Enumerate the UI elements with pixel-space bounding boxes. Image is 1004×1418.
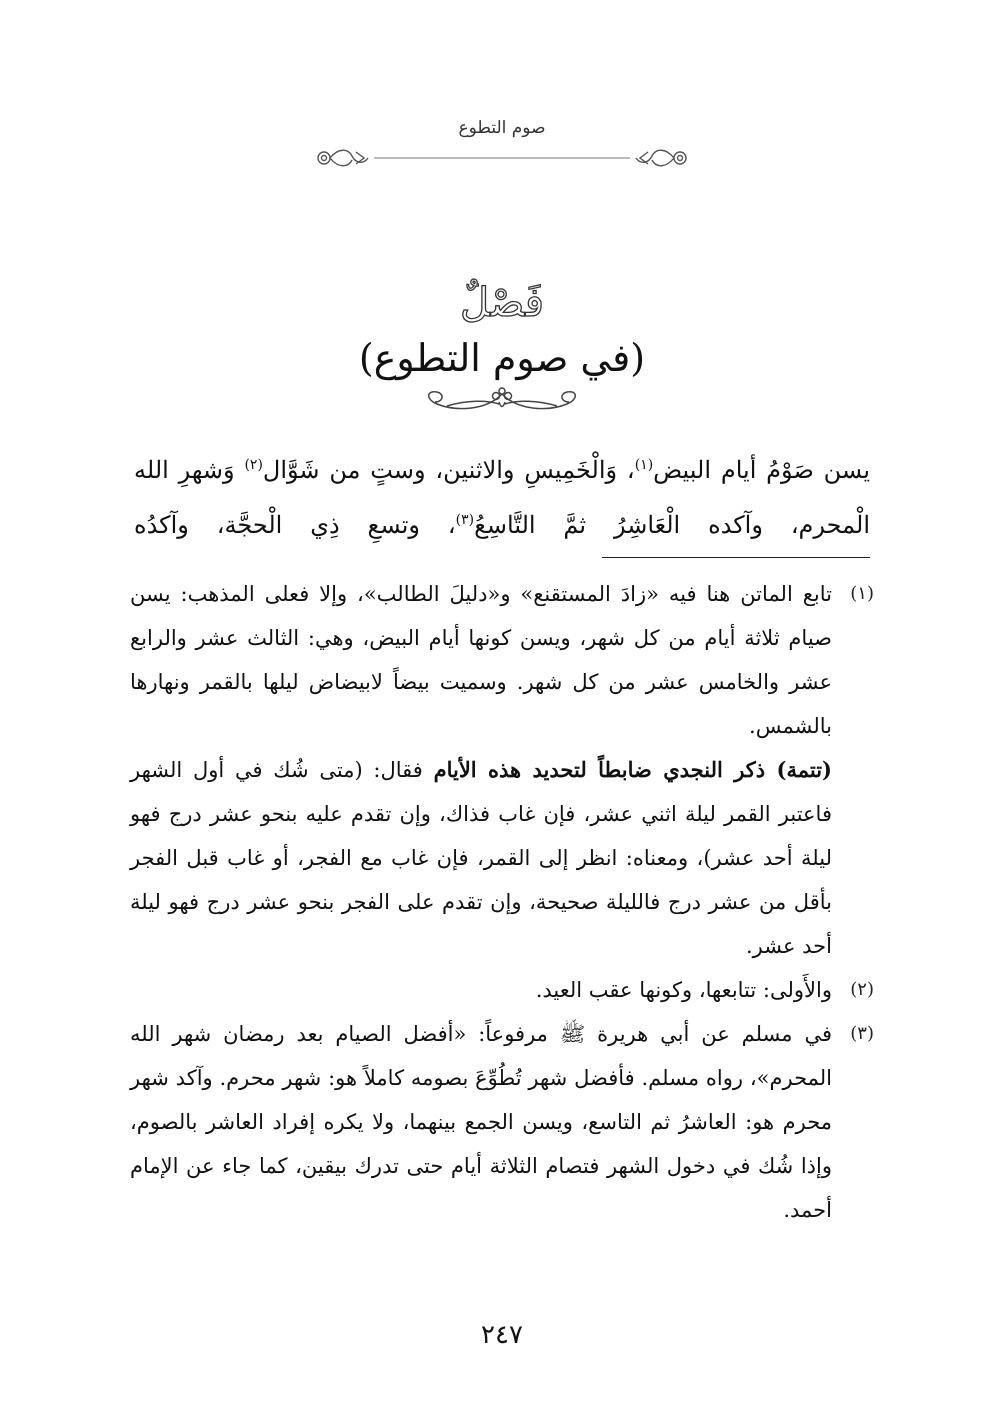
footnote-number: (١): [850, 583, 874, 604]
footnote-tatimma: [130, 748, 832, 968]
footnote-2: [130, 968, 874, 1012]
footnote-number: (٣): [850, 1023, 874, 1044]
footnote-text: في مسلم عن أبي هريرة ﷺ مرفوعاً: «أفضل الصيام بعد رمضان شهر الله المحرم»، رواه مسلم. فأفضل شهر تُطُوِّعَ بصومه كاملاً هو: شهر محرم. وآكد شهر محرم هو: العاشرُ ثم التاسع، ويسن الجمع بينهما، ولا يكره إفراد العاشر بالصوم، وإذا شُك في دخول الشهر فتصام الثلاثة أيام حتى تدرك بيقين، كما جاء عن الإمام أحمد.: [130, 1022, 832, 1222]
running-header: [0, 118, 1004, 138]
page-number: ٢٤٧: [481, 1320, 523, 1350]
main-text-part: وَشهرِ الله الْمحرم، وآكده الْعَاشِرُ ثمَّ التَّاسِعُ: [134, 456, 871, 539]
footnote-ref-3[interactable]: (٣): [455, 512, 475, 528]
running-title: صوم التطوع: [458, 118, 546, 138]
footnote-separator: [602, 557, 870, 558]
tatimma-text: فقال: (متى شُك في أول الشهر فاعتبر القمر ليلة اثني عشر، فإن غاب فذاك، وإن تقدم عليه بنحو عشر درج فهو ليلة أحد عشر)، ومعناه: انظر إلى القمر، فإن غاب مع الفجر، أو غاب قبل الفجر بأقل من عشر درج فالليلة صحيحة، وإن تقدم على الفجر بنحو عشر درج فهو ليلة أحد عشر.: [130, 758, 832, 958]
footnote-1: [130, 572, 874, 968]
footnote-text: والأَولى: تتابعها، وكونها عقب العيد.: [535, 978, 832, 1002]
header-ornament-rule-icon: [312, 148, 692, 168]
footnotes: [130, 572, 874, 1232]
chapter-ornament-icon: [417, 386, 587, 414]
footnote-number: (٢): [850, 979, 874, 1000]
footnote-text: تابع الماتن هنا فيه «زادَ المستقنع» و«دليلَ الطالب»، وإلا فعلى المذهب: يسن صيام ثلاثة أيام من كل شهر، ويسن كونها أيام البيض، وهي: الثالث عشر والرابع عشر والخامس عشر من كل شهر. وسميت بيضاً لابيضاض ليلها بالقمر ونهارها بالشمس.: [130, 582, 832, 738]
main-text-part: يسن صَوْمُ أيام البيض: [653, 456, 871, 484]
main-text-part: ، وَالْخَمِيسِ والاثنين، وستٍ من شَوَّال: [262, 456, 635, 484]
chapter-subtitle: (في صوم التطوع): [358, 336, 646, 380]
footnote-ref-2[interactable]: (٢): [244, 457, 263, 473]
footnote-3: [130, 1012, 874, 1232]
chapter-word: فَصْلٌ: [459, 280, 545, 326]
chapter-heading: [0, 276, 1004, 414]
footnote-ref-1[interactable]: (١): [634, 457, 654, 473]
main-paragraph: [134, 440, 870, 550]
tatimma-heading: (تتمة) ذكر النجدي ضابطاً لتحديد هذه الأيام: [433, 757, 832, 782]
main-text-part: ، وتسعِ ذِي الْحجَّة، وآكدُه: [134, 511, 456, 539]
